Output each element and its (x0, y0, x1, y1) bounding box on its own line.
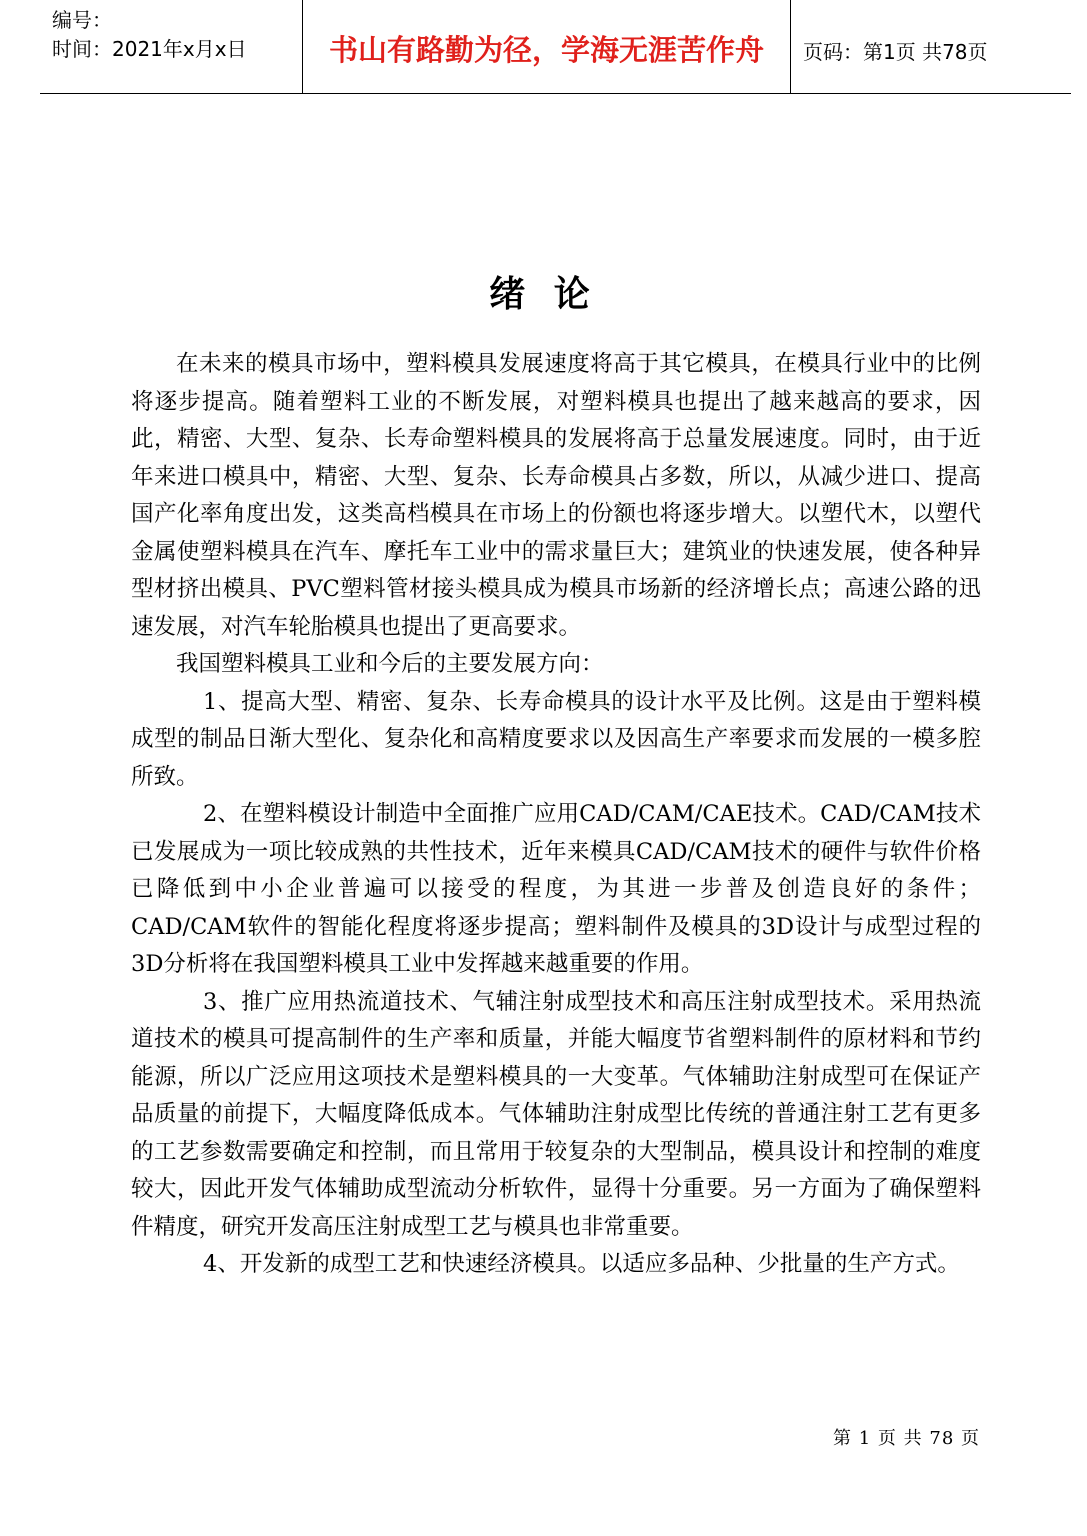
header-info-cell (40, 0, 303, 93)
serial-number-label: 编号： (52, 8, 112, 32)
paragraph-item-4: 4、开发新的成型工艺和快速经济模具。以适应多品种、少批量的生产方式。 (203, 1251, 960, 1277)
document-title: 绪 论 (489, 273, 598, 315)
paragraph-intro: 在未来的模具市场中，塑料模具发展速度将高于其它模具，在模具行业中的比例将逐步提高。随着塑料工业的不断发展，对塑料模具也提出了越来越高的要求，因此，精密、大型、复杂、长寿命塑料模具的发展将高于总量发展速度。同时，由于近年来进口模具中，精密、大型、复杂、长寿命模具占多数，所以，从减少进口、提高国产化率角度出发，这类高档模具在市场上的份额也将逐步增大。以塑代木，以塑代金属使塑料模具在汽车、摩托车工业中的需求量巨大；建筑业的快速发展，使各种异型材挤出模具、PVC塑料管材接头模具成为模具市场新的经济增长点；高速公路的迅速发展，对汽车轮胎模具也提出了更高要求。 (131, 351, 981, 640)
page-footer: 第 1 页 共 78 页 (833, 1428, 980, 1449)
date-label: 时间：2021年x月x日 (52, 37, 247, 61)
motto-text: 书山有路勤为径，学海无涯苦作舟 (328, 33, 764, 67)
page-header (40, 0, 1071, 94)
header-page-cell (791, 0, 1071, 93)
document-body (131, 346, 981, 1284)
page-number-label: 页码：第1页 共78页 (803, 40, 988, 64)
paragraph-directions-heading: 我国塑料模具工业和今后的主要发展方向： (176, 651, 604, 677)
paragraph-item-2: 2、在塑料模设计制造中全面推广应用CAD/CAM/CAE技术。CAD/CAM技术已发展成为一项比较成熟的共性技术，近年来模具CAD/CAM技术的硬件与软件价格已降低到中小企业普遍可以接受的程度，为其进一步普及创造良好的条件；CAD/CAM软件的智能化程度将逐步提高；塑料制件及模具的3D设计与成型过程的3D分析将在我国塑料模具工业中发挥越来越重要的作用。 (131, 801, 981, 977)
paragraph-item-1: 1、提高大型、精密、复杂、长寿命模具的设计水平及比例。这是由于塑料模成型的制品日渐大型化、复杂化和高精度要求以及因高生产率要求而发展的一模多腔所致。 (131, 688, 981, 790)
header-motto-cell (303, 0, 791, 93)
paragraph-item-3: 3、推广应用热流道技术、气辅注射成型技术和高压注射成型技术。采用热流道技术的模具可提高制件的生产率和质量，并能大幅度节省塑料制件的原材料和节约能源，所以广泛应用这项技术是塑料模具的一大变革。气体辅助注射成型可在保证产品质量的前提下，大幅度降低成本。气体辅助注射成型比传统的普通注射工艺有更多的工艺参数需要确定和控制，而且常用于较复杂的大型制品，模具设计和控制的难度较大，因此开发气体辅助成型流动分析软件，显得十分重要。另一方面为了确保塑料件精度，研究开发高压注射成型工艺与模具也非常重要。 (131, 988, 981, 1240)
